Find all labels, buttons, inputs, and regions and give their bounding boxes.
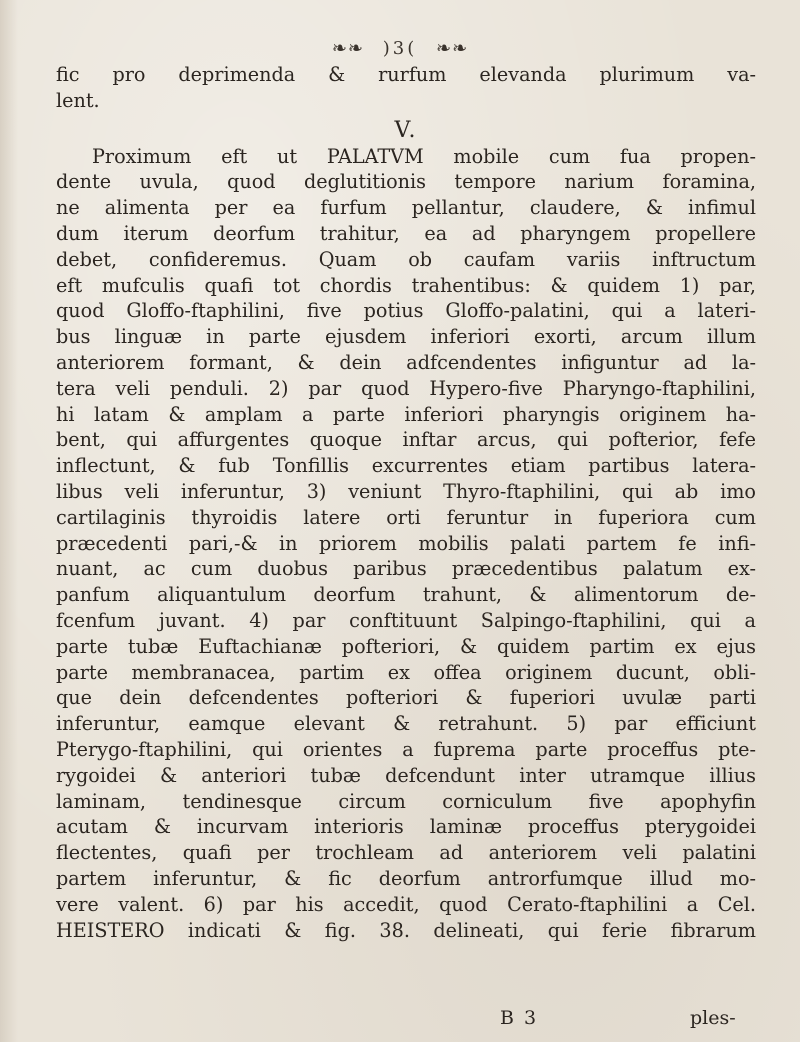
header-ornament-right: ❧❧	[435, 38, 469, 59]
text-line: libus veli inferuntur, 3) veniunt Thyro-ftaphilini, qui ab imo	[56, 479, 756, 503]
text-line: hi latam & amplam a parte inferiori pharyngis originem ha-	[56, 402, 756, 426]
text-line: anteriorem formant, & dein adfcendentes infiguntur ad la-	[56, 350, 756, 374]
catchword: ples-	[690, 1007, 736, 1029]
text-line: fic pro deprimenda & rurfum elevanda plurimum va-	[56, 63, 756, 86]
text-line: præcedenti pari,-& in priorem mobilis palati partem fe infi-	[56, 531, 756, 555]
text-line: flectentes, quafi per trochleam ad anteriorem veli palatini	[56, 841, 756, 865]
paragraph-first-line: Proximum eft ut PALATVM mobile cum fua propen-	[92, 144, 756, 168]
text-line: que dein defcendentes pofteriori & fuperiori uvulæ parti	[56, 686, 756, 710]
text-line: panfum aliquantulum deorfum trahunt, & alimentorum de-	[56, 583, 756, 607]
running-header	[0, 38, 800, 59]
text-line: tera veli penduli. 2) par quod Hypero-five Pharyngo-ftaphilini,	[56, 376, 756, 400]
text-line: acutam & incurvam interioris laminæ proceffus pterygoidei	[56, 815, 756, 839]
text-line: partem inferuntur, & fic deorfum antrorfumque illud mo-	[56, 866, 756, 890]
text-line: inflectunt, & fub Tonfillis excurrentes etiam partibus latera-	[56, 454, 756, 478]
header-ornament-left: ❧❧	[331, 38, 365, 59]
text-line: fcenfum juvant. 4) par conftituunt Salpingo-ftaphilini, qui a	[56, 608, 756, 632]
page-number: )3(	[382, 38, 418, 59]
text-line: bus linguæ in parte ejusdem inferiori exorti, arcum illum	[56, 325, 756, 349]
text-line: Pterygo-ftaphilini, qui orientes a fuprema parte proceffus pte-	[56, 737, 756, 761]
page-footer	[0, 1007, 800, 1033]
text-line: dente uvula, quod deglutitionis tempore narium foramina,	[56, 170, 756, 194]
text-line: HEISTERO indicati & fig. 38. delineati, qui ferie fibrarum	[56, 918, 756, 942]
text-line: inferuntur, eamque elevant & retrahunt. 5) par efficiunt	[56, 712, 756, 736]
section-heading: V.	[394, 117, 418, 143]
text-line: lent.	[56, 88, 100, 112]
text-line: parte membranacea, partim ex offea originem ducunt, obli-	[56, 660, 756, 684]
text-line: vere valent. 6) par his accedit, quod Cerato-ftaphilini a Cel.	[56, 892, 756, 916]
page-gutter-shadow	[0, 0, 18, 1042]
text-line: bent, qui affurgentes quoque inftar arcus, qui pofterior, fefe	[56, 428, 756, 452]
text-line: rygoidei & anteriori tubæ defcendunt inter utramque illius	[56, 763, 756, 787]
text-line: dum iterum deorfum trahitur, ea ad pharyngem propellere	[56, 221, 756, 245]
signature-mark: B 3	[500, 1007, 539, 1029]
text-line: laminam, tendinesque circum corniculum five apophyfin	[56, 789, 756, 813]
body-text	[56, 62, 756, 943]
text-line: quod Gloffo-ftaphilini, five potius Gloffo-palatini, qui a lateri-	[56, 299, 756, 323]
text-line: eft mufculis quafi tot chordis trahentibus: & quidem 1) par,	[56, 273, 756, 297]
text-line: debet, confideremus. Quam ob caufam variis inftructum	[56, 247, 756, 271]
text-line: nuant, ac cum duobus paribus præcedentibus palatum ex-	[56, 557, 756, 581]
text-line: ne alimenta per ea furfum pellantur, claudere, & infimul	[56, 196, 756, 220]
text-line: cartilaginis thyroidis latere orti feruntur in fuperiora cum	[56, 505, 756, 529]
text-line: parte tubæ Euftachianæ pofteriori, & quidem partim ex ejus	[56, 634, 756, 658]
